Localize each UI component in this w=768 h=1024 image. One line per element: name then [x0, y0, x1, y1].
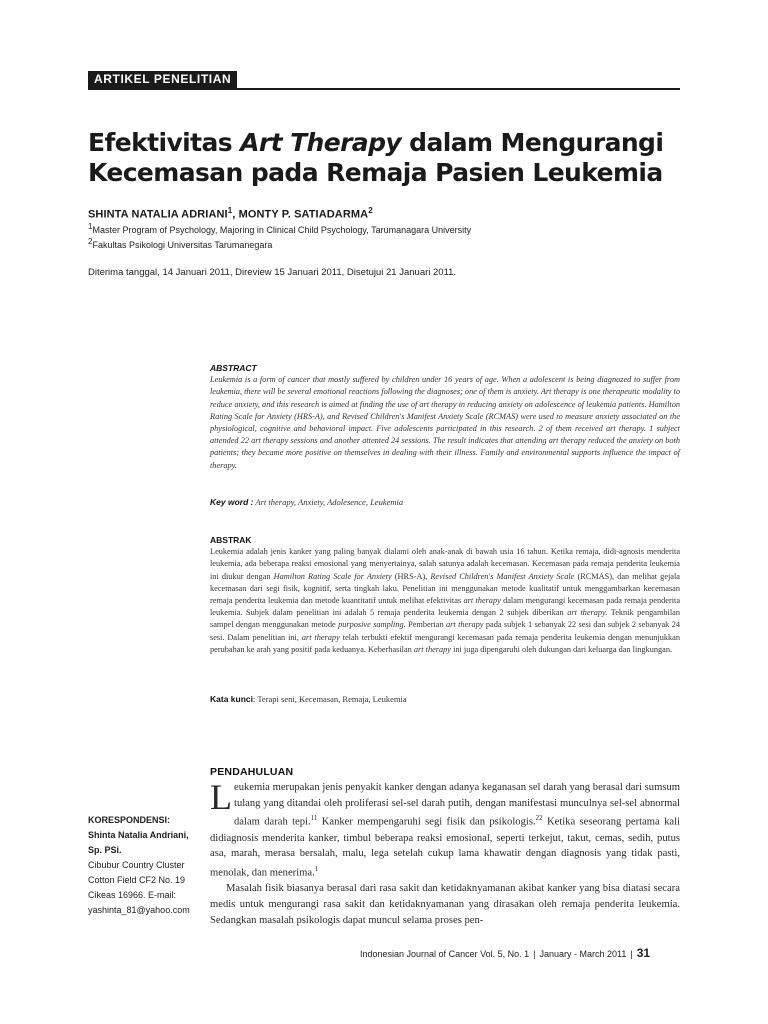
author-line	[88, 206, 373, 221]
abstract-id-seg: ini juga dipengaruhi oleh dukungan dari keluarga dan lingkungan.	[451, 644, 673, 654]
title-part1: Efektivitas	[88, 128, 241, 157]
affiliation-1-mark: 1	[88, 222, 93, 231]
affiliation-1-text: Master Program of Psychology, Majoring in Clinical Child Psychology, Tarumanagara University	[92, 225, 472, 235]
page-footer	[360, 946, 680, 960]
abstract-id-text	[210, 546, 680, 656]
intro-paragraph-2: Masalah fisik biasanya berasal dari rasa sakit dan ketidaknyamanan akibat kanker yang bisa diatasi secara medis untuk mengurangi rasa sakit dan ketidaknyamanan yang dirasakan oleh remaja penderita leukemia. Sedangkan masalah psikologis dapat muncul selama proses pen-	[210, 883, 680, 926]
intro-heading: PENDAHULUAN	[210, 766, 294, 778]
abstract-id-seg: Pemberian	[405, 620, 447, 630]
keywords-id	[210, 694, 680, 704]
author-2-mark: 2	[368, 206, 373, 215]
correspondence-box	[88, 813, 200, 918]
section-label: ARTIKEL PENELITIAN	[88, 71, 237, 88]
abstract-id	[210, 534, 680, 656]
affiliation-2-mark: 2	[88, 237, 93, 246]
abstract-id-seg-italic: art therapy	[301, 632, 340, 642]
abstract-id-seg: telah terbukti efektif mengurangi kecemasan pada remaja penderita leukemia dengan menunjukkan perubahan ke arah yang positif pada keduanya. Keberhasilan	[210, 632, 680, 654]
abstract-id-seg: (RCMAS), dan melihat gejala kecemasan dari segi fisik, kognitif, serta tingkah laku. Penelitian ini menggunakan metode kualitatif untuk menggambarkan kecemasan remaja penderita leukemia dan metode kuantitatif untuk melihat efektivitas	[210, 571, 680, 606]
citation-ref: 1	[314, 865, 319, 874]
footer-separator: |	[533, 949, 536, 959]
abstract-id-seg: Leukemia adalah jenis kanker yang paling banyak dialami oleh anak-anak di bawah usia 16 tahun. Ketika remaja, didi-agnosis menderita leukemia, ada beberapa reaksi emosional yang menyertainya, salah satunya adalah kecemasan. Kecemasan pada remaja penderita leukemia ini diukur dengan	[210, 547, 680, 581]
correspondence-address: Cibubur Country Cluster Cotton Field CF2 No. 19 Cikeas 16966. E-mail: yashinta_81@yahoo.com	[88, 860, 190, 915]
keywords-en-label: Key word :	[210, 497, 254, 507]
citation-ref: 22	[535, 814, 543, 823]
author-separator: ,	[232, 208, 239, 221]
abstract-id-seg: dalam mengurangi kecemasan pada remaja penderita leukemia. Subjek dalam penelitian ini adalah 5 remaja penderita leukemia dengan 2 subjek diberikan	[210, 596, 681, 618]
drop-cap: L	[210, 777, 232, 817]
header-rule	[88, 88, 680, 90]
abstract-id-seg-italic: art therapy	[463, 596, 501, 606]
abstract-id-seg-italic: Hamilton Rating Scale for Anxiety	[273, 571, 392, 581]
page-number: 31	[636, 946, 651, 960]
abstract-id-seg-italic: purposive sampling.	[338, 620, 406, 630]
title-italic: Art Therapy	[240, 128, 402, 157]
abstract-id-seg-italic: Revised Children's Manifest Anxiety Scale	[430, 571, 575, 581]
correspondence-heading: KORESPONDENSI:	[88, 815, 171, 825]
author-2: MONTY P. SATIADARMA	[238, 208, 369, 221]
citation-ref: 11	[310, 814, 318, 823]
keywords-en-text: Art therapy, Anxiety, Adolesence, Leukemia	[253, 497, 404, 507]
affiliation-2	[88, 237, 272, 250]
intro-p1-text: Kanker mempengaruhi segi fisik dan psikologis.	[317, 816, 536, 828]
intro-body	[210, 777, 680, 928]
intro-p1-text: Ketika seseorang pertama kali didiagnosis menderita kanker, timbul beberapa reaksi emosional, seperti terkejut, takut, cemas, sedih, putus asa, marah, merasa bersalah, malu, lega setelah cukup lama khawatir dengan diagnosis yang tidak pasti, menolak, dan menerima.	[210, 816, 680, 879]
footer-journal: Indonesian Journal of Cancer Vol. 5, No. 1	[360, 949, 530, 959]
abstract-id-seg: pada subjek 1 sebanyak 22 sesi dan subjek 2 sebanyak 24 sesi. Dalam penelitian ini,	[210, 620, 681, 642]
footer-separator: |	[630, 949, 633, 959]
author-1: SHINTA NATALIA ADRIANI	[88, 208, 228, 221]
abstract-en-heading: ABSTRACT	[210, 363, 257, 373]
abstract-en-text: Leukemia is a form of cancer that mostly suffered by children under 16 years of age. When a adolescent is being diagnozed to suffer from leukemia, there will be several emotional reactions following the diagnoses; one of them is anxiety. Art therapy is one therapeutic modality to reduce anxiety, and this research is aimed at finding the use of art therapy in reducing anxiety on adolescence of leukemia patients. Hamilton Rating Scale for Anxiety (HRS-A), and Revised Children's Manifest Anxiety Scale (RCMAS) were used to measure anxiety associated on the physiological, cognitive and behavioral impact. Five adolescents participated in this research. 2 of them received art therapy. 1 subject attended 22 art therapy sessions and another attented 24 sessions. The result indicates that attending art therapy reduced the anxiety on both patients; they became more positive on themselves in dealing with their illness. Family and environmental supports influence the impact of therapy.	[210, 375, 680, 470]
submission-dates: Diterima tanggal, 14 Januari 2011, Direview 15 Januari 2011, Disetujui 21 Januari 2011.	[88, 267, 457, 278]
abstract-id-seg: (HRS-A),	[391, 571, 431, 581]
footer-period: January - March 2011	[539, 949, 627, 959]
title-part2: dalam Mengurangi	[401, 128, 664, 157]
abstract-en	[210, 362, 680, 472]
intro-paragraph-1	[210, 777, 680, 881]
title-line2: Kecemasan pada Remaja Pasien Leukemia	[88, 158, 663, 187]
keywords-id-text: : Terapi seni, Kecemasan, Remaja, Leukemia	[253, 694, 407, 704]
keywords-en	[210, 497, 680, 507]
intro-p1-text: eukemia merupakan jenis penyakit kanker dengan adanya keganasan sel darah yang berasal dari sumsum tulang yang ditandai oleh proliferasi sel-sel darah putih, dengan manifestasi munculnya sel-sel abnormal dalam darah tepi.	[234, 782, 680, 828]
abstract-id-seg-italic: art therapy	[446, 620, 484, 630]
correspondence-name: Shinta Natalia Andriani, Sp. PSi.	[88, 830, 189, 855]
affiliation-1	[88, 222, 471, 235]
keywords-id-label: Kata kunci	[210, 694, 253, 704]
abstract-id-seg: Teknik pengambilan sampel dengan menggunakan metode	[210, 608, 680, 630]
abstract-id-seg-italic: art therapy.	[567, 608, 608, 618]
abstract-id-heading: ABSTRAK	[210, 535, 252, 545]
affiliation-2-text: Fakultas Psikologi Universitas Tarumanegara	[92, 240, 273, 250]
abstract-id-seg-italic: art therapy	[413, 644, 451, 654]
author-1-mark: 1	[227, 206, 233, 215]
article-title	[88, 128, 688, 188]
